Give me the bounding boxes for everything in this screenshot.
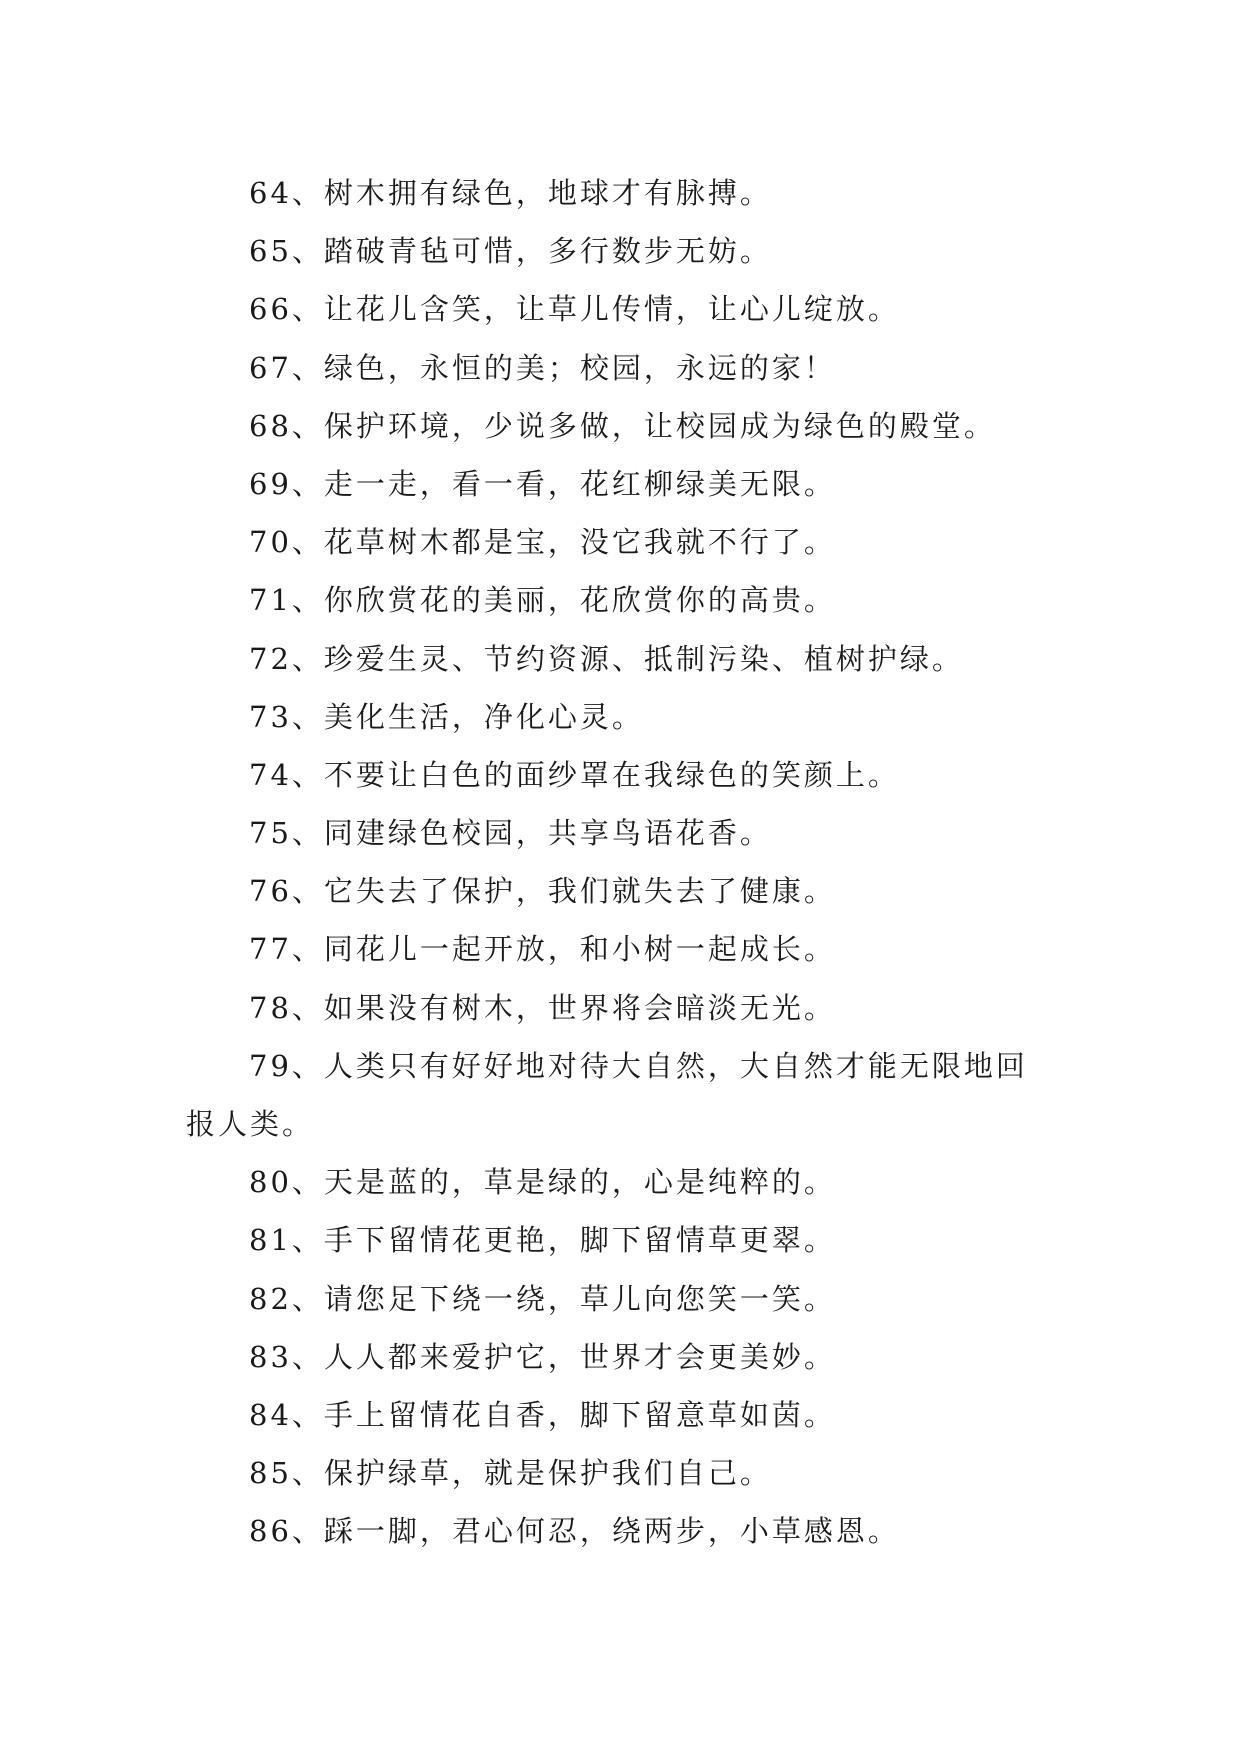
slogan-80: 80、天是蓝的，草是绿的，心是纯粹的。 [249, 1165, 836, 1200]
slogan-67: 67、绿色，永恒的美；校园，永远的家！ [249, 350, 836, 385]
slogan-74: 74、不要让白色的面纱罩在我绿色的笑颜上。 [249, 757, 900, 792]
slogan-84: 84、手上留情花自香，脚下留意草如茵。 [249, 1397, 836, 1432]
slogan-78: 78、如果没有树木，世界将会暗淡无光。 [249, 990, 836, 1025]
slogan-73: 73、美化生活，净化心灵。 [249, 699, 644, 734]
slogan-79-continued: 报人类。 [186, 1107, 315, 1141]
slogan-70: 70、花草树木都是宝，没它我就不行了。 [249, 525, 836, 560]
slogan-86: 86、踩一脚，君心何忍，绕两步，小草感恩。 [249, 1514, 900, 1549]
slogan-76: 76、它失去了保护，我们就失去了健康。 [249, 874, 836, 909]
slogan-69: 69、走一走，看一看，花红柳绿美无限。 [249, 466, 836, 501]
slogan-82: 82、请您足下绕一绕，草儿向您笑一笑。 [249, 1281, 836, 1316]
slogan-75: 75、同建绿色校园，共享鸟语花香。 [249, 816, 772, 851]
slogan-71: 71、你欣赏花的美丽，花欣赏你的高贵。 [249, 583, 836, 618]
slogan-81: 81、手下留情花更艳，脚下留情草更翠。 [249, 1223, 836, 1258]
slogan-83: 83、人人都来爱护它，世界才会更美妙。 [249, 1339, 836, 1374]
slogan-72: 72、珍爱生灵、节约资源、抵制污染、植树护绿。 [249, 641, 964, 676]
slogan-64: 64、树木拥有绿色，地球才有脉搏。 [249, 176, 772, 210]
slogan-79: 79、人类只有好好地对待大自然，大自然才能无限地回 [249, 1048, 1028, 1083]
slogan-65: 65、踏破青毡可惜，多行数步无妨。 [249, 234, 772, 269]
slogan-85: 85、保护绿草，就是保护我们自己。 [249, 1456, 772, 1491]
slogan-77: 77、同花儿一起开放，和小树一起成长。 [249, 932, 836, 967]
slogan-66: 66、让花儿含笑，让草儿传情，让心儿绽放。 [249, 292, 900, 327]
slogan-list [186, 164, 1086, 1561]
slogan-68: 68、保护环境，少说多做，让校园成为绿色的殿堂。 [249, 408, 996, 443]
